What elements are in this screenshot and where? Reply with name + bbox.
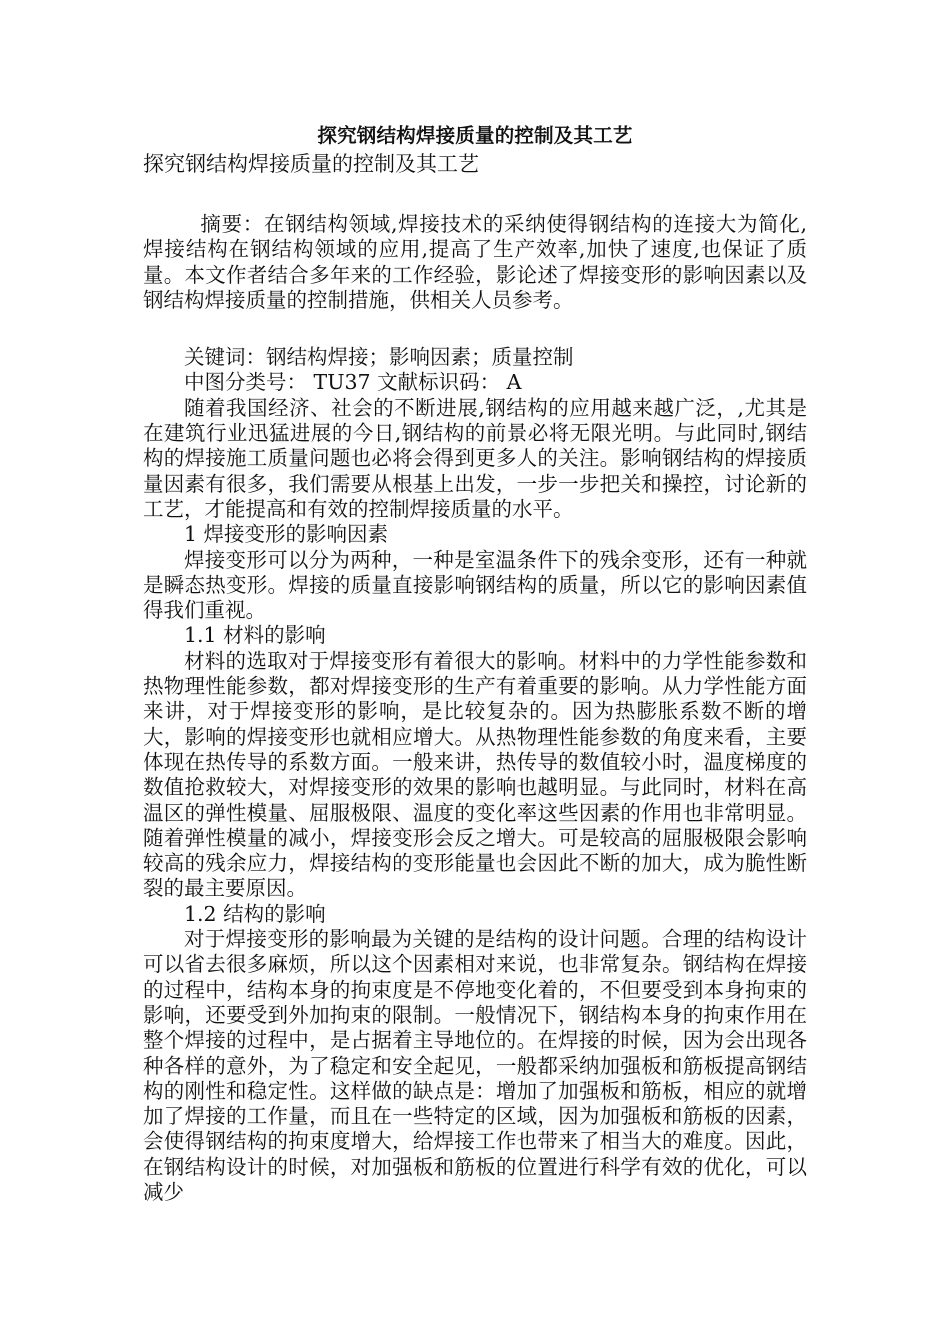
section-1-heading: 1 焊接变形的影响因素 bbox=[184, 522, 389, 547]
section-1-paragraph: 焊接变形可以分为两种，一种是室温条件下的残余变形，还有一种就是瞬态热变形。焊接的质量直接影响钢结构的质量，所以它的影响因素值得我们重视。 bbox=[143, 547, 807, 623]
classification-line: 中图分类号： TU37 文献标识码： A bbox=[184, 370, 522, 395]
section-1-1-heading: 1.1 材料的影响 bbox=[184, 623, 326, 648]
document-subtitle: 探究钢结构焊接质量的控制及其工艺 bbox=[143, 152, 479, 176]
intro-paragraph: 随着我国经济、社会的不断进展,钢结构的应用越来越广泛，,尤其是在建筑行业迅猛进展的今日,钢结构的前景必将无限光明。与此同时,钢结构的焊接施工质量问题也必将会得到更多人的关注。影响钢结构的焊接质量因素有很多，我们需要从根基上出发，一步一步把关和操控，讨论新的工艺，才能提高和有效的控制焊接质量的水平。 bbox=[143, 395, 807, 521]
section-1-2-paragraph: 对于焊接变形的影响最为关键的是结构的设计问题。合理的结构设计可以省去很多麻烦，所以这个因素相对来说，也非常复杂。钢结构在焊接的过程中，结构本身的拘束度是不停地变化着的，不但要受到本身拘束的影响，还要受到外加拘束的限制。一般情况下，钢结构本身的拘束作用在整个焊接的过程中，是占据着主导地位的。在焊接的时候，因为会出现各种各样的意外，为了稳定和安全起见，一般都采纳加强板和筋板提高钢结构的刚性和稳定性。这样做的缺点是：增加了加强板和筋板，相应的就增加了焊接的工作量，而且在一些特定的区域，因为加强板和筋板的因素，会使得钢结构的拘束度增大，给焊接工作也带来了相当大的难度。因此，在钢结构设计的时候，对加强板和筋板的位置进行科学有效的优化，可以减少 bbox=[143, 927, 807, 1204]
document-title: 探究钢结构焊接质量的控制及其工艺 bbox=[317, 124, 633, 147]
section-1-2-heading: 1.2 结构的影响 bbox=[184, 901, 326, 926]
keywords-line: 关键词：钢结构焊接；影响因素；质量控制 bbox=[184, 345, 574, 370]
abstract-paragraph: 摘要：在钢结构领域,焊接技术的采纳使得钢结构的连接大为简化, 焊接结构在钢结构领域的应用,提高了生产效率,加快了速度,也保证了质量。本文作者结合多年来的工作经验，影论述了焊接变形的影响因素以及钢结构焊接质量的控制措施，供相关人员参考。 bbox=[143, 212, 807, 312]
document-page bbox=[143, 122, 807, 1205]
section-1-1-paragraph: 材料的选取对于焊接变形有着很大的影响。材料中的力学性能参数和热物理性能参数，都对焊接变形的生产有着重要的影响。从力学性能方面来讲，对于焊接变形的影响，是比较复杂的。因为热膨胀系数不断的增大，影响的焊接变形也就相应增大。从热物理性能参数的角度来看，主要体现在热传导的系数方面。一般来讲，热传导的数值较小时，温度梯度的数值抢救较大，对焊接变形的效果的影响也越明显。与此同时，材料在高温区的弹性模量、屈服极限、温度的变化率这些因素的作用也非常明显。随着弹性模量的减小，焊接变形会反之增大。可是较高的屈服极限会影响较高的残余应力，焊接结构的变形能量也会因此不断的加大，成为脆性断裂的最主要原因。 bbox=[143, 648, 807, 901]
